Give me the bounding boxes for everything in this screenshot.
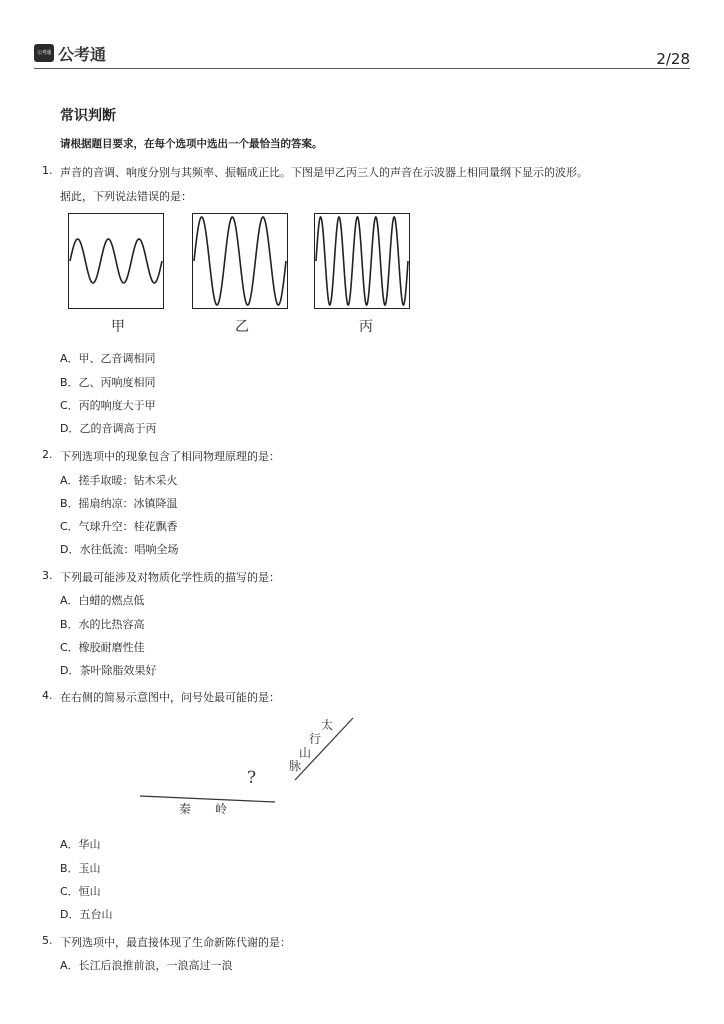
option-d[interactable]: D．五台山 xyxy=(60,908,113,921)
question-stem: 下列选项中的现象包含了相同物理原理的是： xyxy=(60,450,280,463)
map-diagram xyxy=(135,712,365,822)
option-a[interactable]: A．甲、乙音调相同 xyxy=(60,352,156,365)
mountain-label: 太 xyxy=(321,718,334,732)
option-c[interactable]: C．丙的响度大于甲 xyxy=(60,399,156,412)
header-divider xyxy=(34,68,690,69)
question-stem: 在右侧的简易示意图中，问号处最可能的是： xyxy=(60,691,280,704)
mountain-label: 山 xyxy=(299,746,312,760)
question-number: 2. xyxy=(42,448,53,461)
question-number: 4. xyxy=(42,689,53,702)
option-b[interactable]: B．水的比热容高 xyxy=(60,618,145,631)
option-a[interactable]: A．搓手取暖：钻木采火 xyxy=(60,474,178,487)
question-number: 5. xyxy=(42,934,53,947)
option-d[interactable]: D．乙的音调高于丙 xyxy=(60,422,157,435)
figure-label: 丙 xyxy=(359,319,373,335)
option-a[interactable]: A．白蜡的燃点低 xyxy=(60,594,145,607)
mountain-label: 行 xyxy=(309,732,322,746)
option-d[interactable]: D．水往低流：唱响全场 xyxy=(60,543,179,556)
option-c[interactable]: C．橡胶耐磨性佳 xyxy=(60,641,145,654)
logo-text: 公考通 xyxy=(58,45,107,64)
option-c[interactable]: C．恒山 xyxy=(60,885,101,898)
option-a[interactable]: A．华山 xyxy=(60,838,101,851)
question-stem: 声音的音调、响度分别与其频率、振幅成正比。下图是甲乙丙三人的声音在示波器上相同量纲下显示的波形。 xyxy=(60,166,588,179)
figure-label: 乙 xyxy=(235,319,249,335)
logo-icon: 公考通 xyxy=(34,44,54,62)
option-b[interactable]: B．玉山 xyxy=(60,862,101,875)
figure-label: 甲 xyxy=(111,319,125,335)
option-a[interactable]: A．长江后浪推前浪，一浪高过一浪 xyxy=(60,959,233,972)
waveform-figure xyxy=(314,213,410,309)
page-number: 2/28 xyxy=(656,50,690,68)
question-stem-cont: 据此，下列说法错误的是： xyxy=(60,190,192,203)
section-title: 常识判断 xyxy=(60,108,116,124)
option-b[interactable]: B．乙、丙响度相同 xyxy=(60,376,156,389)
question-stem: 下列选项中，最直接体现了生命新陈代谢的是： xyxy=(60,936,291,949)
option-c[interactable]: C．气球升空：桂花飘香 xyxy=(60,520,178,533)
instruction: 请根据题目要求，在每个选项中选出一个最恰当的答案。 xyxy=(60,138,323,150)
mountain-label: 脉 xyxy=(289,759,302,773)
question-number: 1. xyxy=(42,164,53,177)
question-stem: 下列最可能涉及对物质化学性质的描写的是： xyxy=(60,571,280,584)
mountain-label: 岭 xyxy=(215,802,228,816)
option-d[interactable]: D．茶叶除脂效果好 xyxy=(60,664,157,677)
question-number: 3. xyxy=(42,569,53,582)
option-b[interactable]: B．摇扇纳凉：冰镇降温 xyxy=(60,497,178,510)
question-mark: ? xyxy=(247,768,257,788)
waveform-figure xyxy=(68,213,164,309)
waveform-figure xyxy=(192,213,288,309)
mountain-label: 秦 xyxy=(179,802,192,816)
page-header xyxy=(34,40,690,70)
